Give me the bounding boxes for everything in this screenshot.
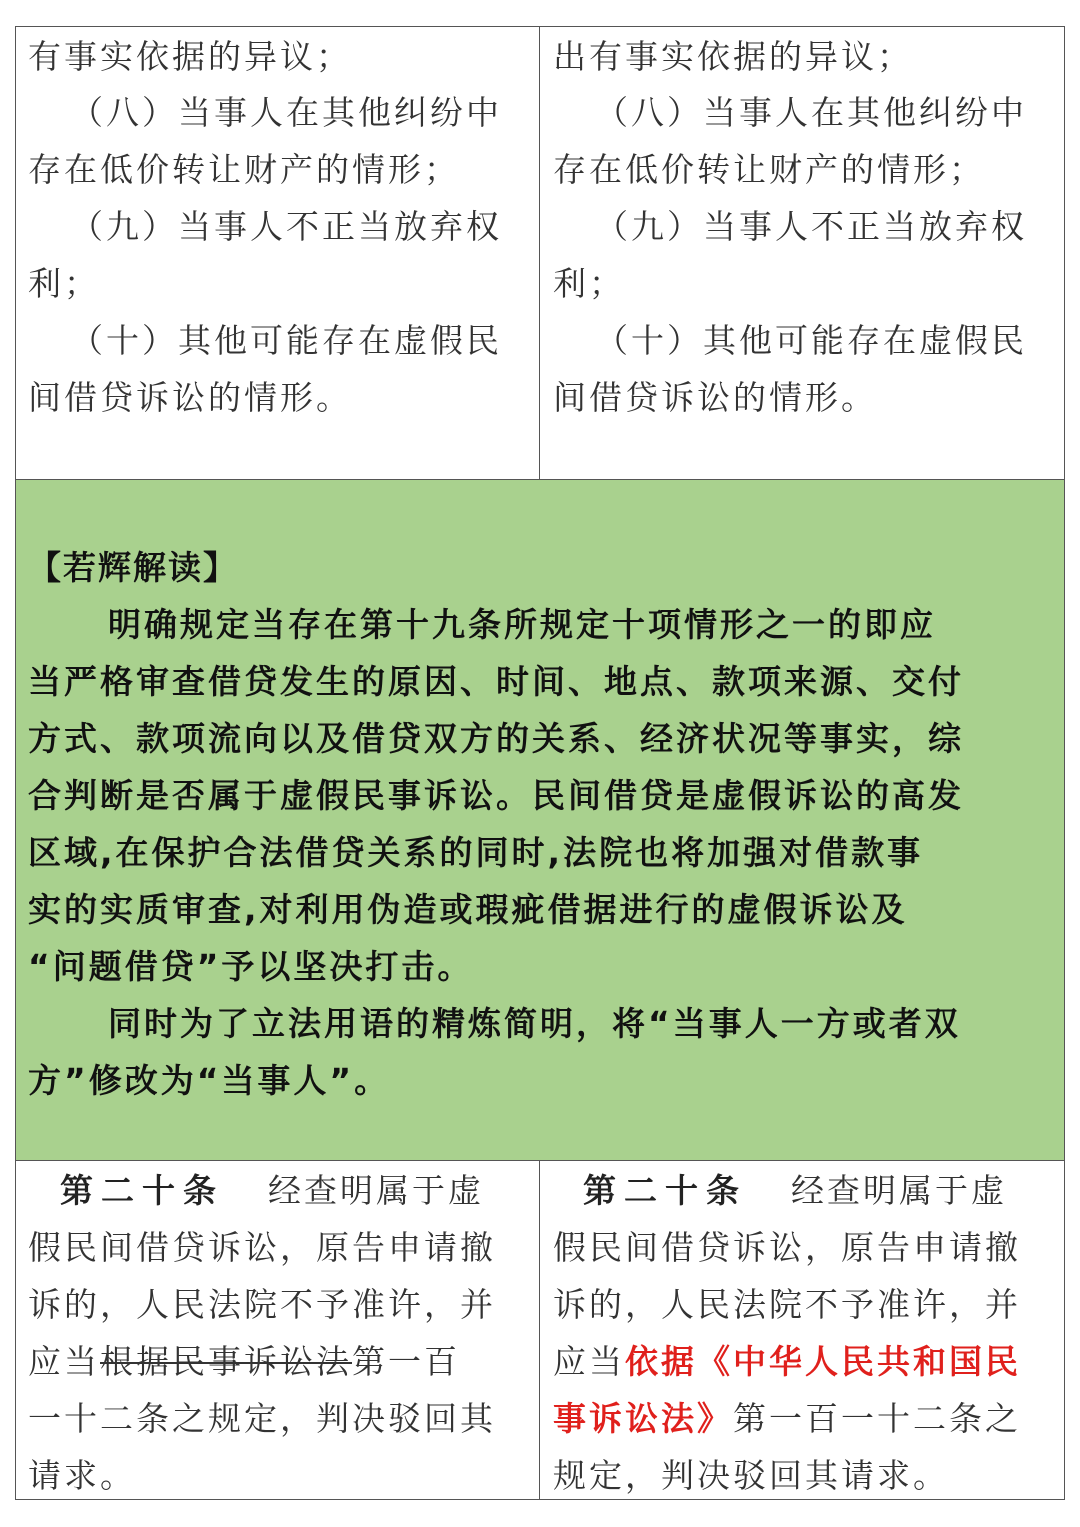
commentary-line: 合判断是否属于虚假民事诉讼。民间借贷是虚假诉讼的高发 [28, 776, 964, 815]
article-line [60, 1171, 484, 1211]
commentary-line: 区域,在保护合法借贷关系的同时,法院也将加强对借款事 [28, 833, 924, 872]
text-line: 有事实依据的异议； [28, 37, 352, 76]
text-span: 第一百一十二条之 [733, 1399, 1021, 1438]
text-line: （九）当事人不正当放弃权 [595, 207, 1027, 246]
text-line: 存在低价转让财产的情形； [28, 150, 460, 189]
added-text: 依据《中华人民共和国民 [625, 1342, 1021, 1381]
commentary-line: 方式、款项流向以及借贷双方的关系、经济状况等事实，综 [28, 719, 964, 758]
text-line: 间借贷诉讼的情形。 [553, 378, 877, 417]
bottom-right-cell [539, 1160, 1065, 1500]
text-span: 应当 [28, 1342, 100, 1381]
added-text: 事诉讼法》 [553, 1399, 733, 1438]
text-span: 第一百 [352, 1342, 460, 1381]
text-line [553, 1399, 1021, 1439]
commentary-heading: 【若辉解读】 [28, 548, 238, 587]
bottom-left-cell [15, 1160, 540, 1500]
commentary-line: 明确规定当存在第十九条所规定十项情形之一的即应 [108, 605, 936, 644]
text-line: （八）当事人在其他纠纷中 [70, 93, 502, 132]
text-line: （九）当事人不正当放弃权 [70, 207, 502, 246]
article-number: 第二十条 [60, 1171, 224, 1210]
commentary-line: 当严格审查借贷发生的原因、时间、地点、款项来源、交付 [28, 662, 964, 701]
text-line: 假民间借贷诉讼，原告申请撤 [553, 1228, 1021, 1267]
text-span: 经查明属于虚 [268, 1171, 484, 1210]
deleted-text: 根据民事诉讼法 [100, 1342, 352, 1381]
text-line: （八）当事人在其他纠纷中 [595, 93, 1027, 132]
text-line: （十）其他可能存在虚假民 [70, 321, 502, 360]
text-line: 存在低价转让财产的情形； [553, 150, 985, 189]
text-line: 利； [553, 264, 625, 303]
article-line [583, 1171, 1007, 1211]
text-line: （十）其他可能存在虚假民 [595, 321, 1027, 360]
text-line: 出有事实依据的异议； [553, 37, 913, 76]
text-line: 一十二条之规定，判决驳回其 [28, 1399, 496, 1438]
text-line: 请求。 [28, 1456, 136, 1495]
text-line: 规定，判决驳回其请求。 [553, 1456, 949, 1495]
text-line: 假民间借贷诉讼，原告申请撤 [28, 1228, 496, 1267]
article-number: 第二十条 [583, 1171, 747, 1210]
text-line [553, 1342, 1021, 1382]
commentary-line: 方”修改为“当事人”。 [28, 1061, 391, 1100]
commentary-line: “问题借贷”予以坚决打击。 [28, 947, 474, 986]
commentary-line: 实的实质审查,对利用伪造或瑕疵借据进行的虚假诉讼及 [28, 890, 908, 929]
text-line [28, 1342, 460, 1382]
text-line: 诉的，人民法院不予准许，并 [553, 1285, 1021, 1324]
text-span: 应当 [553, 1342, 625, 1381]
text-line: 诉的，人民法院不予准许，并 [28, 1285, 496, 1324]
text-span: 经查明属于虚 [791, 1171, 1007, 1210]
text-line: 间借贷诉讼的情形。 [28, 378, 352, 417]
commentary-line: 同时为了立法用语的精炼简明，将“当事人一方或者双 [108, 1004, 961, 1043]
text-line: 利； [28, 264, 100, 303]
